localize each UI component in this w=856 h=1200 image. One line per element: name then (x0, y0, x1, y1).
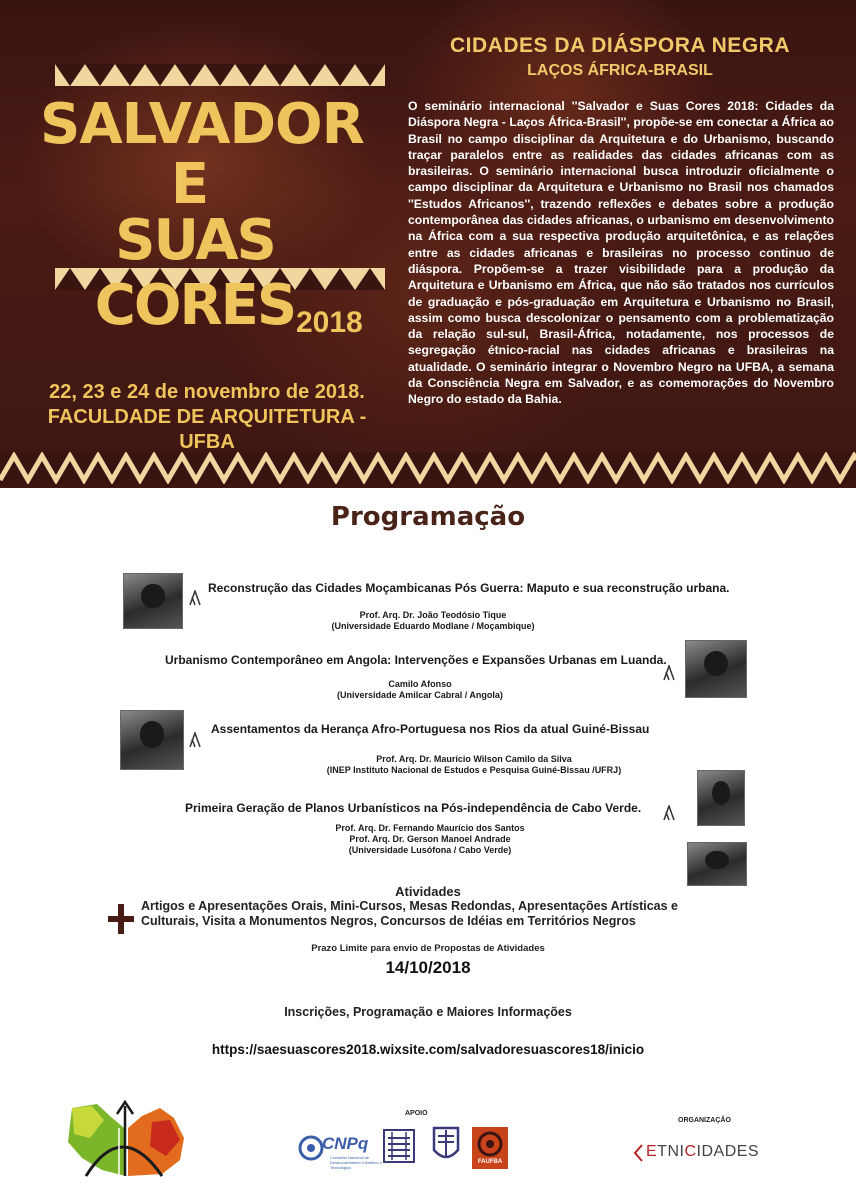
logo-line-2: E (170, 152, 210, 217)
deadline-label: Prazo Limite para envio de Propostas de Atividades (311, 943, 545, 954)
support-label: APOIO (405, 1110, 428, 1117)
speaker-name: Prof. Arq. Dr. Fernando Maurício dos Santos (335, 823, 525, 833)
etni-letter-e: E (646, 1143, 658, 1160)
talk-title-4: Primeira Geração de Planos Urbanísticos na Pós-independência de Cabo Verde. (185, 801, 642, 815)
talk-title-1: Reconstrução das Cidades Moçambicanas Pós Guerra: Maputo e sua reconstrução urbana. (208, 581, 730, 595)
event-dates-venue (22, 380, 392, 455)
talk-speaker-1 (303, 610, 563, 632)
talk-title-3: Assentamentos da Herança Afro-Portuguesa nos Rios da atual Guiné-Bissau (211, 722, 650, 736)
talk-title-2: Urbanismo Contemporâneo em Angola: Intervenções e Expansões Urbanas em Luanda. (165, 653, 667, 667)
speaker-name-2: Prof. Arq. Dr. Gerson Manoel Andrade (349, 834, 511, 844)
info-label: Inscrições, Programação e Maiores Informações (284, 1005, 572, 1019)
talk-speaker-3 (294, 754, 654, 776)
activities-heading: Atividades (395, 884, 461, 899)
speaker-photo-4 (697, 770, 745, 826)
event-title: CIDADES DA DIÁSPORA NEGRA (450, 34, 790, 57)
speaker-photo-2 (685, 640, 747, 698)
speaker-photo-3 (120, 710, 184, 770)
university-crest-2-icon (430, 1124, 462, 1166)
talk-speaker-2 (290, 679, 550, 701)
arrow-marker-icon (188, 590, 202, 606)
arrow-marker-icon (662, 805, 676, 821)
speaker-affiliation: (Universidade Lusófona / Cabo Verde) (348, 845, 512, 855)
faufba-logo (472, 1127, 508, 1169)
speaker-affiliation: (INEP Instituto Nacional de Estudos e Pesquisa Guiné-Bissau /UFRJ) (326, 765, 622, 775)
event-subtitle: LAÇOS ÁFRICA-BRASIL (527, 62, 713, 79)
speaker-photo-5 (687, 842, 747, 886)
etnicidades-logo (646, 1143, 759, 1161)
university-crest-1-icon (382, 1128, 416, 1164)
speaker-affiliation: (Universidade Eduardo Modlane / Moçambique) (331, 621, 535, 631)
event-dates: 22, 23 e 24 de novembro de 2018. (49, 381, 365, 403)
arrow-marker-icon (188, 732, 202, 748)
cnpq-logo-icon (298, 1135, 324, 1161)
faufba-emblem-icon (476, 1130, 504, 1158)
deadline-date: 14/10/2018 (385, 958, 471, 977)
event-logo-icon (62, 1098, 192, 1178)
etni-part-1: TNI (657, 1143, 685, 1160)
zigzag-band-top-icon (55, 64, 385, 86)
speaker-name: Prof. Arq. Dr. João Teodósio Tique (359, 610, 507, 620)
program-title: Programação (330, 502, 526, 532)
speaker-affiliation: (Universidade Amilcar Cabral / Angola) (337, 690, 503, 700)
plus-icon (106, 898, 136, 938)
speaker-name: Camilo Afonso (388, 679, 452, 689)
cnpq-logo: CNPq (322, 1134, 369, 1153)
speaker-photo-1 (123, 573, 183, 629)
header-banner (0, 0, 856, 488)
event-url-link[interactable]: https://saesuascores2018.wixsite.com/salvadoresuascores18/inicio (211, 1042, 645, 1057)
logo-year: 2018 (296, 306, 363, 339)
zigzag-band-bottom-icon (0, 452, 856, 484)
etni-part-2: IDADES (696, 1143, 760, 1160)
arrow-marker-icon (662, 665, 676, 681)
cnpq-subtitle: Conselho Nacional de Desenvolvimento Científico e Tecnológico (330, 1155, 382, 1170)
faufba-label: FAUFBA (477, 1159, 503, 1165)
event-venue: FACULDADE DE ARQUITETURA - UFBA (47, 406, 367, 453)
activities-list: Artigos e Apresentações Orais, Mini-Cursos, Mesas Redondas, Apresentações Artísticas e Culturais, Visita a Monumentos Negros, Concursos de Idéias em Territórios Negros (141, 899, 678, 928)
etni-letter-c: C (684, 1143, 697, 1160)
speaker-name: Prof. Arq. Dr. Maurício Wilson Camilo da Silva (376, 754, 572, 764)
organization-label: ORGANIZAÇÃO (678, 1117, 731, 1124)
etnicidades-mark-icon (632, 1143, 644, 1163)
event-description: O seminário internacional ''Salvador e Suas Cores 2018: Cidades da Diáspora Negra - Laços África-Brasil'', propõe-se em conectar a África ao Brasil no campo disciplinar da Arquitetura e do Urbanismo, buscando traçar paralelos entre as realidades das cidades africanas com as brasileiras. O seminário internacional busca introduzir oficialmente o campo disciplinar da Arquitetura e Urbanismo no Brasil nos chamados ''Estudos Africanos'', trazendo reflexões e debates sobre a produção contemporânea das cidades africanas, o urbanismo em desenvolvimento na África com a sua respectiva produção arquitetônica, e as relações entre as cidades africanas e brasileiras no processo continuo de diáspora. Propõem-se a trazer visibilidade para a produção da Arquitetura e Urbanismo em África, que não são tratados nos currículos de graduação e pós-graduação em Arquitetura e Urbanismo no Brasil, assim como busca descolonizar o pensamento com a problematização da relação sul-sul, Brasil-África, notadamente, nos processos de segregação étnico-racial nas cidades africanas e brasileiras na atualidade. O seminário integrar o Novembro Negro na UFBA, a semana da Consciência Negra em Salvador, e as comemorações do Novembro Negro do estado da Bahia. (408, 99, 834, 407)
logo-line-1: SALVADOR (40, 92, 364, 157)
talk-speaker-4 (300, 823, 560, 856)
logo-line-3: SUAS CORES (94, 208, 296, 338)
